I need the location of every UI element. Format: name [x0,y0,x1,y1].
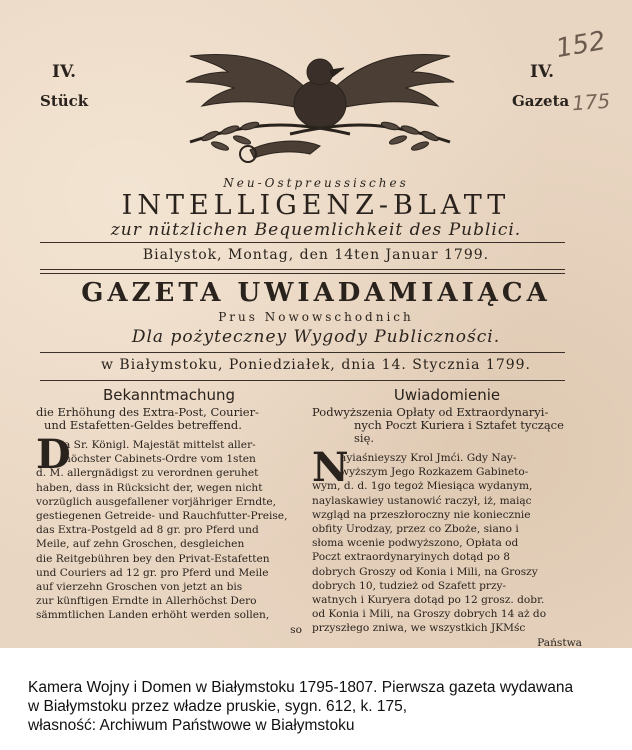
left-body-line: haben, dass in Rücksicht der, wegen nicht [36,481,263,494]
handwritten-number-top: 152 [553,25,608,65]
right-column-heading: Uwiadomienie [393,386,501,404]
left-body-line: Meile, auf zehn Groschen, desgleichen [36,538,245,551]
left-dropcap: D [36,431,71,478]
left-body-line: gestiegenen Getreide- und Rauchfutter-Preise, [36,510,288,523]
left-body-line: sämmtlichen Landen erhöht werden sollen, [36,609,270,622]
left-body-line: zur künftigen Erndte in Allerhöchst Dero [36,595,257,608]
masthead-rule-2 [40,269,565,270]
right-body-line: przyszłego zniwa, we wszystkich JKMśc [312,622,526,635]
right-body-line: ayiaśnieyszy Krol Jmći. Gdy Nay- [340,452,517,464]
left-column-heading: Bekanntmachung [102,386,236,404]
right-body-line: wym, d. d. 1go tegoż Miesiąca wydanym, [312,480,533,493]
right-subhead-line: Podwyższenia Opłaty od Extraordynaryi- [312,405,549,419]
left-body-line: vorzüglich ausgefallener vorjähriger Erndte, [36,495,277,508]
right-body-line: słoma wcenie podwyższono, Opłata od [312,537,519,550]
eagle-emblem-icon [150,22,490,172]
masthead-subtitle-german: zur nützlichen Bequemlichkeit des Publici. [110,220,522,240]
right-body-line: naylaskawiey ustanowić raczył, iż, maiąc [312,494,532,507]
masthead-rule-1 [40,242,565,243]
left-body-line: a Sr. Königl. Majestät mittelst aller- [64,439,256,451]
masthead-rule-4 [40,352,565,353]
image-caption [28,678,618,735]
caption-line: Kamera Wojny i Domen w Białymstoku 1795-1807. Pierwsza gazeta wydawana [28,679,574,696]
left-column-body [36,431,302,637]
masthead-date-polish: w Białymstoku, Poniedziałek, dnia 14. Stycznia 1799. [100,357,532,373]
right-body-line: dobrych 10, tudzież od Szafett przy- [312,579,507,592]
left-subhead-line: die Erhöhung des Extra-Post, Courier- [36,405,259,419]
issue-number-right: IV. [530,62,555,82]
masthead-date-german: Bialystok, Montag, den 14ten Januar 1799. [142,247,490,263]
left-catchword: so [290,623,302,636]
masthead-neu-ostpreussisches: Neu-Ostpreussisches [223,176,409,190]
left-body-line: d. M. allergnädigst zu verordnen geruhet [36,467,259,480]
right-subhead-line: nych Poczt Kuriera i Sztafet tyczące się. [354,418,564,445]
caption-line: w Białymstoku przez władze pruskie, sygn. 612, k. 175, [28,698,408,715]
right-body-line: od Konia i Mili, na Groszy dobrych 14 aż do [312,608,547,621]
masthead-subtitle-polish: Dla pożyteczney Wygody Publiczności. [131,327,501,347]
caption-line: własność: Archiwum Państwowe w Białymstoku [28,717,355,734]
masthead-prus-nowowschodnich: Prus Nowowschodnich [218,310,414,324]
masthead-rule-5 [40,380,565,381]
right-body-line: wyższym Jego Rozkazem Gabineto- [340,466,529,479]
right-dropcap: N [312,444,349,491]
right-body-line: wzgląd na przeszłoroczny nie koniecznie [312,508,531,521]
right-body-line: dobrych Groszy od Konia i Mili, na Groszy [312,565,538,578]
issue-number-left: IV. [52,62,77,82]
right-body-line: obfity Urodzay, przez co Zboże, siano i [312,523,519,536]
right-column [312,386,582,648]
left-body-line: auf vierzehn Groschen von jetzt an bis [36,581,243,594]
masthead-title-polish: GAZETA UWIADAMIAIĄCA [81,278,551,308]
issue-label-left: Stück [40,92,89,110]
masthead-title-german: INTELLIGENZ-BLATT [121,190,511,221]
right-column-body [312,444,582,648]
left-body-line: das Extra-Postgeld ad 8 gr. pro Pferd und [36,524,259,537]
right-column-subhead [312,406,582,445]
right-body-line: Poczt extraordynaryinych dotąd po 8 [312,551,510,564]
handwritten-number-right: 175 [571,88,611,116]
right-catchword: Państwa [537,636,582,648]
masthead-rule-3 [40,273,565,274]
left-column-subhead [36,406,302,432]
left-subhead-line: und Estafetten-Geldes betreffend. [44,418,242,432]
issue-label-right: Gazeta [512,92,570,110]
right-body-line: watnych i Kuryera dotąd po 12 grosz. dobr. [312,594,545,607]
left-body-line: und Couriers ad 12 gr. pro Pferd und Meile [36,566,269,579]
left-body-line: die Reitgebühren bey den Privat-Estafetten [36,552,270,565]
left-body-line: höchster Cabinets-Ordre vom 1sten [64,453,256,466]
left-column [36,386,302,637]
